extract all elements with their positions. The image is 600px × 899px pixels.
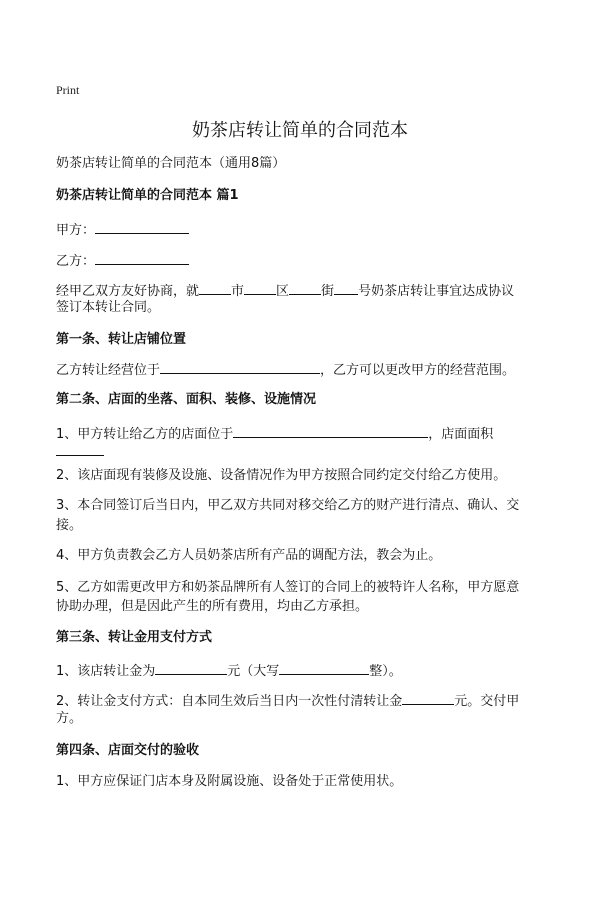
- print-link[interactable]: Print: [56, 83, 80, 97]
- page-title: 奶茶店转让简单的合同范本: [192, 120, 408, 141]
- art3-item2-text-1: 2、转让金支付方式：自本同生效后当日内一次性付清转让金: [56, 694, 403, 709]
- art3-item1-text-1: 1、该店转让金为: [56, 664, 156, 679]
- intro-text-2: 市: [231, 284, 245, 299]
- intro-text-3: 区: [276, 284, 290, 299]
- party-b-label: 乙方：: [56, 254, 96, 269]
- art1-text-2: ，乙方可以更改甲方的经营范围。: [320, 363, 516, 378]
- party-b-line: [56, 250, 546, 272]
- art2-item-5-line-2: 协助办理，但是因此产生的所有费用，均由乙方承担。: [56, 599, 369, 614]
- article-1-text: [56, 359, 546, 381]
- article-2-heading: 第二条、店面的坐落、面积、装修、设施情况: [56, 392, 317, 407]
- party-b-blank: [95, 250, 189, 265]
- district-blank: [244, 280, 276, 295]
- art2-item-5-line-1: 5、乙方如需更改甲方和奶茶品牌所有人签订的合同上的被特许人名称，甲方愿意: [56, 580, 520, 595]
- intro-text-1: 经甲乙双方友好协商，就: [56, 284, 200, 299]
- art3-item-2-line-2: 方。: [56, 711, 83, 726]
- art1-text-1: 乙方转让经营位于: [56, 363, 161, 378]
- payment-blank: [402, 690, 454, 705]
- article-1-heading: 第一条、转让店铺位置: [56, 332, 187, 347]
- city-blank: [199, 280, 231, 295]
- price-blank: [155, 660, 227, 675]
- art2-item-3-line-1: 3、本合同签订后当日内，甲乙双方共同对移交给乙方的财产进行清点、确认、交: [56, 498, 520, 513]
- street-blank: [289, 280, 321, 295]
- location-blank: [160, 359, 320, 374]
- party-a-line: [56, 219, 546, 241]
- art3-item2-text-2: 元。交付甲: [454, 694, 520, 709]
- party-a-label: 甲方：: [56, 223, 96, 238]
- price-words-blank: [279, 660, 369, 675]
- article-4-heading: 第四条、店面交付的验收: [56, 743, 200, 758]
- section-title: 奶茶店转让简单的合同范本 篇1: [56, 188, 239, 203]
- art3-item1-text-2: 元（大写: [227, 664, 280, 679]
- art3-item1-text-3: 整）。: [369, 664, 402, 679]
- article-3-heading: 第三条、转让金用支付方式: [56, 630, 213, 645]
- intro-line-2: 签订本转让合同。: [56, 300, 161, 315]
- art2-item-2: 2、该店面现有装修及设施、设备情况作为甲方按照合同约定交付给乙方使用。: [56, 468, 507, 483]
- store-location-blank: [233, 423, 428, 438]
- art2-item1-text-1: 1、甲方转让给乙方的店面位于: [56, 427, 234, 442]
- intro-text-5: 号奶茶店转让事宜达成协议: [358, 284, 515, 299]
- number-blank: [334, 280, 358, 295]
- party-a-blank: [95, 219, 189, 234]
- area-blank: [56, 441, 104, 456]
- art2-item-3-line-2: 接。: [56, 518, 83, 533]
- art4-item-1: 1、甲方应保证门店本身及附属设施、设备处于正常使用状。: [56, 774, 403, 789]
- document-subtitle: 奶茶店转让简单的合同范本（通用8篇）: [56, 156, 286, 171]
- art2-item-1-cont: [56, 441, 546, 463]
- intro-text-4: 街: [321, 284, 335, 299]
- art3-item-1: [56, 660, 546, 682]
- art2-item1-text-2: ，店面面积: [428, 427, 494, 442]
- art2-item-4: 4、甲方负责教会乙方人员奶茶店所有产品的调配方法，教会为止。: [56, 548, 442, 563]
